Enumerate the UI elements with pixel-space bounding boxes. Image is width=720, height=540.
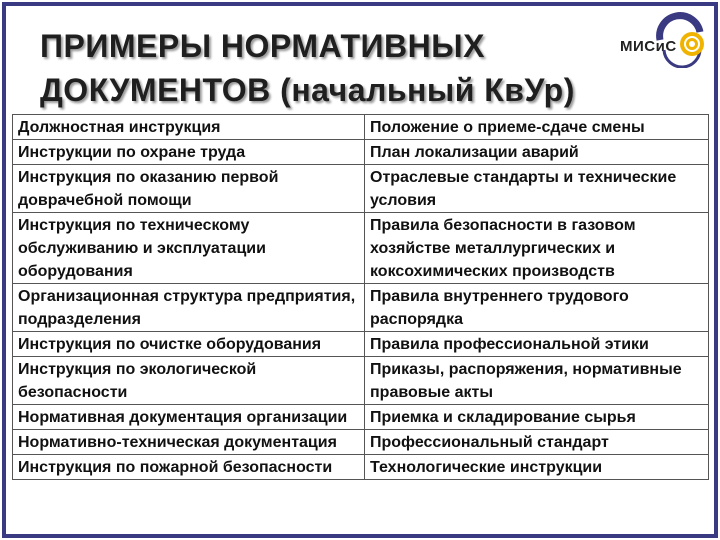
table-cell-left: Инструкция по оказанию первой доврачебной помощи — [13, 165, 365, 213]
table-cell-right: Положение о приеме-сдаче смены — [365, 115, 709, 140]
table-row — [13, 165, 709, 213]
table-cell-right: Правила внутреннего трудового распорядка — [365, 284, 709, 332]
documents-table — [12, 114, 709, 480]
table-cell-left: Инструкция по техническому обслуживанию и эксплуатации оборудования — [13, 213, 365, 284]
title-line-1: ПРИМЕРЫ НОРМАТИВНЫХ — [40, 28, 485, 64]
table-row — [13, 405, 709, 430]
table-cell-right: Правила безопасности в газовом хозяйстве металлургических и коксохимических производств — [365, 213, 709, 284]
table-cell-left: Инструкция по очистке оборудования — [13, 332, 365, 357]
misis-logo — [614, 12, 710, 68]
table-cell-right: Приказы, распоряжения, нормативные правовые акты — [365, 357, 709, 405]
table-cell-right: Отраслевые стандарты и технические условия — [365, 165, 709, 213]
table-cell-left: Инструкция по экологической безопасности — [13, 357, 365, 405]
table-row — [13, 357, 709, 405]
slide-title — [40, 24, 575, 112]
table-row — [13, 455, 709, 480]
table-row — [13, 140, 709, 165]
table-row — [13, 213, 709, 284]
table-cell-left: Нормативно-техническая документация — [13, 430, 365, 455]
title-line-2: ДОКУМЕНТОВ (начальный КвУр) — [40, 72, 575, 108]
table-row — [13, 430, 709, 455]
table-cell-right: Правила профессиональной этики — [365, 332, 709, 357]
table-cell-left: Организационная структура предприятия, подразделения — [13, 284, 365, 332]
table-row — [13, 332, 709, 357]
table-cell-left: Инструкция по пожарной безопасности — [13, 455, 365, 480]
logo-emblem-icon — [650, 12, 710, 68]
table-cell-right: Технологические инструкции — [365, 455, 709, 480]
table-cell-left: Инструкции по охране труда — [13, 140, 365, 165]
logo-text: МИСиС — [620, 38, 677, 55]
table-cell-left: Должностная инструкция — [13, 115, 365, 140]
table-cell-right: Профессиональный стандарт — [365, 430, 709, 455]
table-row — [13, 284, 709, 332]
table-row — [13, 115, 709, 140]
table-cell-right: Приемка и складирование сырья — [365, 405, 709, 430]
table-cell-left: Нормативная документация организации — [13, 405, 365, 430]
table-cell-right: План локализации аварий — [365, 140, 709, 165]
